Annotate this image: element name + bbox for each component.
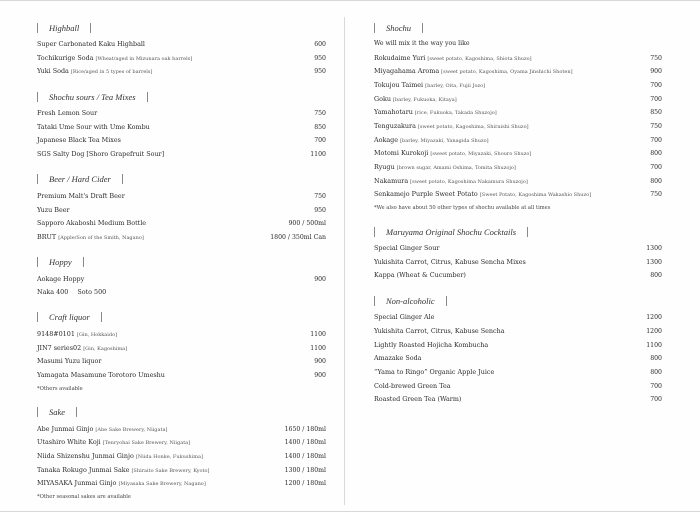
section-heading xyxy=(37,173,326,186)
item-name: Aokage Hoppy xyxy=(37,274,85,283)
menu-item xyxy=(374,122,662,136)
left-column xyxy=(37,21,326,514)
item-name-group xyxy=(37,136,121,144)
item-name-group xyxy=(374,177,528,185)
item-price: 800 xyxy=(650,272,662,280)
item-note: [barley, Fukuoka, Kitaya] xyxy=(393,96,457,103)
item-name: Yamagata Masamune Torotoro Umeshu xyxy=(37,371,165,379)
item-name-group xyxy=(37,452,203,460)
menu-item xyxy=(37,344,326,358)
item-price: 750 xyxy=(314,110,326,118)
item-name-group xyxy=(374,108,497,116)
item-name-group xyxy=(374,341,488,349)
item-name-group xyxy=(374,368,494,376)
item-name: Kappa (Wheat & Cucumber) xyxy=(374,271,466,280)
item-name: JIN7 series02 xyxy=(37,343,82,352)
item-name: Yuzu Beer xyxy=(37,205,70,214)
item-name-group xyxy=(374,54,532,62)
item-name: Utashiro White Koji xyxy=(37,438,101,447)
item-name-group xyxy=(37,150,164,158)
item-note: [brown sugar, Amami Oshima, Tomita Shuzojo] xyxy=(396,165,516,171)
item-price: 1100 xyxy=(310,330,326,338)
menu-item xyxy=(374,327,662,341)
item-note: [Rice/aged in 5 types of barrels] xyxy=(70,69,153,76)
item-name: Super Carbonated Kaku Highball xyxy=(37,40,145,48)
item-price: 700 xyxy=(314,137,326,145)
item-name-group xyxy=(37,40,145,48)
item-price: 850 xyxy=(314,123,326,131)
section-hoppy xyxy=(37,256,326,302)
item-note: [sweet potato, Kagoshima, Shiota Shuzo] xyxy=(427,55,532,62)
section-title: Beer / Hard Cider xyxy=(49,174,111,185)
item-name-group xyxy=(37,357,101,365)
section-heading xyxy=(37,90,326,103)
item-note: [barley, Oita, Fujii Jozo] xyxy=(425,82,486,89)
item-price: 700 xyxy=(650,164,662,171)
section-title: Shochu sours / Tea Mixes xyxy=(49,91,136,102)
section-highball xyxy=(37,21,326,81)
menu-item xyxy=(37,357,326,371)
item-name: Nakamura xyxy=(374,176,409,185)
item-name: Japanese Black Tea Mixes xyxy=(37,136,121,145)
heading-rule-right xyxy=(446,296,447,306)
item-name-group xyxy=(37,275,84,283)
item-name-group xyxy=(374,81,485,89)
menu-item xyxy=(374,258,662,272)
item-price: 1200 xyxy=(646,327,662,335)
item-price: 600 xyxy=(314,41,326,48)
item-name-group xyxy=(37,192,125,200)
item-note: [Wheat/aged in Mizunara oak barrels] xyxy=(95,55,193,62)
item-name-group xyxy=(37,206,70,214)
naka-price: Naka 400 xyxy=(37,288,69,297)
item-name: Special Ginger Ale xyxy=(374,313,435,322)
item-name-group xyxy=(374,136,489,144)
item-name: Masumi Yuzu liquor xyxy=(37,357,102,366)
item-price: 700 xyxy=(650,136,662,144)
section-title: Non-alcoholic xyxy=(386,295,435,306)
item-price: 800 xyxy=(650,355,662,363)
menu-item xyxy=(37,219,326,233)
item-name: Niida Shizenshu Junmai Ginjo xyxy=(37,452,134,461)
item-name: Abe Junmai Ginjo xyxy=(37,424,94,433)
heading-rule-right xyxy=(147,92,148,102)
item-note: [sweet potato, Kagoshima, Shiraishi Shuzo] xyxy=(417,123,529,130)
item-price: 1400 / 180ml xyxy=(284,453,326,461)
item-note: [sweet potato, Kagoshima, Oyama Jinshichi Shoten] xyxy=(441,69,573,76)
item-price: 1400 / 180ml xyxy=(284,439,326,447)
item-price: 1200 / 180ml xyxy=(284,480,326,488)
column-divider xyxy=(344,17,345,505)
section-title: Maruyama Original Shochu Cocktails xyxy=(386,226,517,237)
item-note: [Sweet Potato, Kagoshima Wakashio Shuzo] xyxy=(479,192,592,199)
item-name-group xyxy=(374,163,516,171)
heading-rule-right xyxy=(90,23,91,33)
item-name-group xyxy=(374,190,591,198)
heading-rule-right xyxy=(83,257,84,267)
item-name-group xyxy=(37,466,209,474)
item-name-group xyxy=(374,244,439,252)
menu-item xyxy=(374,136,662,150)
item-price: 900 xyxy=(314,275,326,283)
menu-item xyxy=(374,271,662,285)
item-note: [Apple/Son of the Smith, Nagano] xyxy=(58,234,144,241)
item-price: 800 xyxy=(650,368,662,376)
item-name-group xyxy=(37,54,192,62)
menu-item xyxy=(37,192,326,206)
menu-item xyxy=(37,479,326,493)
item-price: 700 xyxy=(650,81,662,89)
item-name: Yukishita Carrot, Citrus, Kabuse Sencha Mixes xyxy=(374,257,526,266)
item-note: [Miyasaka Sake Brewery, Nagano] xyxy=(118,481,206,488)
item-name: MIYASAKA Junmai Ginjo xyxy=(37,479,117,488)
section-title: Hoppy xyxy=(49,257,72,268)
item-name: Tenguzakura xyxy=(374,121,416,130)
item-name-group xyxy=(374,354,421,362)
item-price: 700 xyxy=(650,382,662,390)
section-title: Shochu xyxy=(386,22,412,33)
section-title: Craft liquor xyxy=(49,312,90,323)
item-name-group xyxy=(374,271,466,279)
section-cocktails xyxy=(374,225,662,285)
item-name: Tanaka Rokugo Junmai Sake xyxy=(37,465,130,474)
item-name-group xyxy=(37,344,127,352)
menu-item xyxy=(374,382,662,396)
menu-item xyxy=(374,81,662,95)
item-name: BRUT xyxy=(37,232,57,241)
item-note: [Gin, Hokkaido] xyxy=(76,331,118,338)
item-price: 850 xyxy=(650,109,662,117)
item-name: Yamahotaru xyxy=(374,108,413,117)
item-price: 1300 / 180ml xyxy=(284,466,326,474)
menu-item xyxy=(374,163,662,177)
item-note: [Niida Honke, Fukushima] xyxy=(135,454,203,461)
menu-item xyxy=(374,244,662,258)
item-name-group xyxy=(374,382,451,390)
item-price: 900 xyxy=(314,372,326,379)
item-note: [Abe Sake Brewery, Niigata] xyxy=(95,426,168,433)
menu-item xyxy=(374,95,662,109)
item-name: Tataki Ume Sour with Ume Kombu xyxy=(37,122,150,131)
section-heading xyxy=(37,21,326,34)
section-non-alcoholic xyxy=(374,294,662,409)
item-price: 1100 xyxy=(646,341,662,349)
item-name-group xyxy=(374,313,434,321)
item-name: “Yama to Ringo” Organic Apple Juice xyxy=(374,367,495,376)
item-price: 700 xyxy=(650,396,662,404)
item-price: 1100 xyxy=(310,344,326,352)
menu-item xyxy=(37,275,326,289)
heading-rule-right xyxy=(122,174,123,184)
item-name: Yuki Soda xyxy=(37,67,69,76)
item-name: Goku xyxy=(374,94,391,103)
item-note: [sweet potato, Kagoshima Nakamura Shuzojo] xyxy=(410,178,528,185)
menu-item xyxy=(374,368,662,382)
heading-rule-right xyxy=(422,23,423,33)
menu-item xyxy=(374,341,662,355)
item-name-group xyxy=(37,425,167,433)
item-price: 750 xyxy=(650,54,662,62)
section-beer xyxy=(37,173,326,247)
item-note: [sweet potato, Miyazaki, Shouro Shuzo] xyxy=(430,151,532,158)
menu-item xyxy=(374,354,662,368)
item-price: 1200 xyxy=(646,314,662,322)
item-price: 1800 / 350ml Can xyxy=(270,233,326,241)
right-column xyxy=(374,21,662,418)
item-name: Cold-brewed Green Tea xyxy=(374,381,451,390)
menu-item xyxy=(37,40,326,54)
item-name: Sapporo Akaboshi Medium Bottle xyxy=(37,219,147,228)
menu-item xyxy=(37,425,326,439)
heading-rule-right xyxy=(101,312,102,322)
item-price: 950 xyxy=(314,68,326,76)
menu-item xyxy=(374,149,662,163)
section-heading xyxy=(37,406,326,419)
menu-item xyxy=(37,54,326,68)
hoppy-naka-soto xyxy=(37,288,326,302)
item-name-group xyxy=(37,109,97,117)
shochu-footnote: *We also have about 50 other types of shochu available at all times xyxy=(374,205,551,212)
item-price: 1100 xyxy=(310,151,326,159)
item-price: 900 xyxy=(314,358,326,366)
menu-item xyxy=(37,136,326,150)
menu-item xyxy=(37,452,326,466)
item-price: 750 xyxy=(650,191,662,199)
item-note: [Gin, Kagoshima] xyxy=(83,345,128,352)
menu-item xyxy=(37,438,326,452)
sake-footnote: *Other seasonal sakes are available xyxy=(37,494,131,501)
item-name: Tochikurige Soda xyxy=(37,53,94,62)
item-name: Motomi Kurokoji xyxy=(374,149,429,158)
item-price: 700 xyxy=(650,95,662,103)
menu-item xyxy=(374,108,662,122)
item-name-group xyxy=(37,123,150,131)
section-sake xyxy=(37,406,326,505)
menu-item xyxy=(374,177,662,191)
item-note: [Shiraito Sake Brewery, Kyoto] xyxy=(131,467,210,474)
item-name: Fresh Lemon Sour xyxy=(37,109,98,118)
item-name: Miyagahama Aroma xyxy=(374,67,440,76)
item-note: [Tenryohai Sake Brewery, Niigata] xyxy=(102,440,191,447)
item-name-group xyxy=(37,330,117,338)
menu-item xyxy=(37,67,326,81)
section-heading xyxy=(37,311,326,324)
menu-item xyxy=(37,371,326,385)
menu-item xyxy=(374,395,662,409)
item-price: 1300 xyxy=(646,258,662,266)
item-price: 1300 xyxy=(646,245,662,253)
item-name-group xyxy=(37,67,152,75)
section-heading xyxy=(374,21,662,34)
menu-item xyxy=(37,206,326,220)
item-name-group xyxy=(374,327,505,335)
section-shochu xyxy=(374,21,662,216)
item-name-group xyxy=(374,258,526,266)
menu-item xyxy=(37,466,326,480)
item-name-group xyxy=(374,395,461,403)
item-name: Amazake Soda xyxy=(374,354,422,363)
item-name-group xyxy=(37,479,206,487)
menu-item xyxy=(374,313,662,327)
heading-rule-right xyxy=(527,227,528,237)
item-note: [rice, Fukuoka, Takada Shuzojo] xyxy=(414,110,497,117)
item-price: 750 xyxy=(650,122,662,130)
item-name: Roasted Green Tea (Warm) xyxy=(374,395,462,404)
section-shochu-sours xyxy=(37,90,326,164)
item-name: Premium Malt's Draft Beer xyxy=(37,191,125,200)
craft-liquor-footnote: *Others available xyxy=(37,385,83,392)
menu-item xyxy=(37,123,326,137)
item-name: Rokudaime Yuri xyxy=(374,53,426,62)
menu-item xyxy=(37,109,326,123)
section-title: Highball xyxy=(49,22,80,33)
item-name: 9148#0101 xyxy=(37,329,75,338)
menu-item xyxy=(37,150,326,164)
section-title: Sake xyxy=(49,407,66,418)
item-price: 950 xyxy=(314,206,326,214)
soto-price: Soto 500 xyxy=(77,288,107,297)
menu-item xyxy=(374,67,662,81)
item-name-group xyxy=(37,233,144,241)
item-name-group xyxy=(37,371,165,379)
item-price: 800 xyxy=(650,150,662,158)
item-name: Yukishita Carrot, Citrus, Kabuse Sencha xyxy=(374,326,505,335)
item-note: [barley, Miyazaki, Yanagida Shuzo] xyxy=(400,137,489,144)
item-name: Senkamejo Purple Sweet Potato xyxy=(374,190,478,199)
section-intro: We will mix it the way you like xyxy=(374,40,470,47)
item-name-group xyxy=(374,149,531,157)
item-name: SGS Salty Dog [Shoro Grapefruit Sour] xyxy=(37,150,165,159)
item-name-group xyxy=(37,219,146,227)
menu-item xyxy=(37,330,326,344)
item-price: 800 xyxy=(650,177,662,185)
item-name: Special Ginger Sour xyxy=(374,244,440,253)
item-name-group xyxy=(374,67,573,75)
section-craft-liquor xyxy=(37,311,326,397)
item-price: 1650 / 180ml xyxy=(284,425,326,433)
item-name-group xyxy=(37,438,190,446)
menu-item xyxy=(37,233,326,247)
item-name-group xyxy=(374,122,529,130)
heading-rule-right xyxy=(76,407,77,417)
item-name-group xyxy=(374,95,457,103)
item-price: 750 xyxy=(314,192,326,200)
section-heading xyxy=(37,256,326,269)
menu-item xyxy=(374,54,662,68)
item-price: 950 xyxy=(314,54,326,62)
item-name: Ryugu xyxy=(374,163,395,171)
item-name: Aokage xyxy=(374,135,399,144)
item-price: 900 xyxy=(650,68,662,76)
section-heading xyxy=(374,294,662,307)
item-name: Lightly Roasted Hojicha Kombucha xyxy=(374,340,489,349)
item-name: Tokujou Taimei xyxy=(374,80,424,89)
section-heading xyxy=(374,225,662,238)
menu-item xyxy=(374,190,662,204)
item-price: 900 / 500ml xyxy=(288,220,326,228)
